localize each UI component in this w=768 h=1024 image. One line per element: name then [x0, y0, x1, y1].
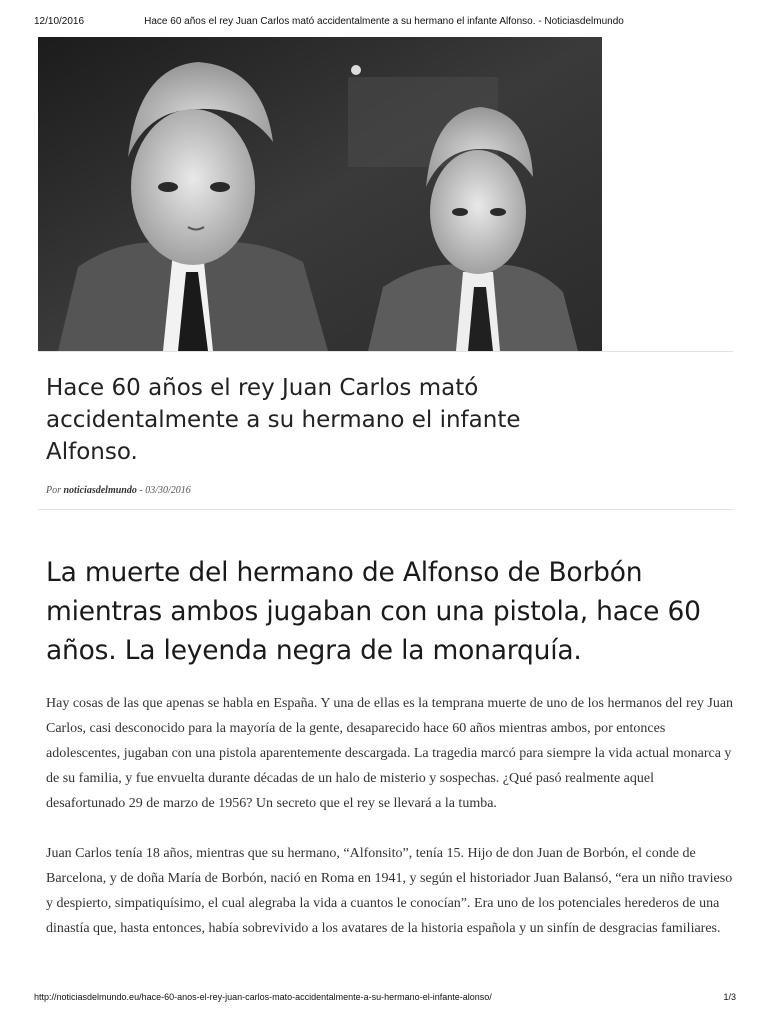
print-header	[0, 16, 768, 30]
print-date: 12/10/2016	[34, 16, 85, 27]
divider	[38, 509, 733, 510]
hero-photo	[38, 37, 602, 351]
byline-separator: -	[139, 485, 143, 496]
divider	[38, 351, 733, 352]
article-paragraph: Juan Carlos tenía 18 años, mientras que su hermano, “Alfonsito”, tenía 15. Hijo de don Juan de Borbón, el conde de Barcelona, y de doña María de Borbón, nació en Roma en 1941, y según el historiador Juan Balansó, “era un niño travieso y despierto, simpatiquísimo, el cual alegraba la vida a cuantos le conocían”. Era uno de los potenciales herederos de una dinastía que, hasta entonces, había sobrevivido a los avatares de la historia española y un sinfín de desgracias familiares.	[46, 846, 733, 936]
article-paragraph: Hay cosas de las que apenas se habla en España. Y una de ellas es la temprana muerte de uno de los hermanos del rey Juan Carlos, casi desconocido para la mayoría de la gente, desaparecido hace 60 años mientras ambos, por entonces adolescentes, jugaban con una pistola aparentemente descargada. La tragedia marcó para siempre la vida actual monarca y de su familia, y fue envuelta durante décadas de un halo de misterio y sospechas. ¿Qué pasó realmente aquel desafortunado 29 de marzo de 1956? Un secreto que el rey se llevará a la tumba.	[46, 696, 734, 811]
byline-author-link[interactable]: noticiasdelmundo	[63, 485, 137, 496]
page-number: 1/3	[723, 992, 736, 1002]
hero-photo-illustration	[38, 37, 602, 351]
byline	[46, 485, 191, 496]
byline-date: 03/30/2016	[145, 485, 191, 496]
print-title: Hace 60 años el rey Juan Carlos mató accidentalmente a su hermano el infante Alfonso. - Noticiasdelmundo	[144, 16, 624, 27]
article-subheadline: La muerte del hermano de Alfonso de Borbón mientras ambos jugaban con una pistola, hace 60 años. La leyenda negra de la monarquía.	[46, 557, 701, 666]
byline-prefix: Por	[46, 485, 61, 496]
article-headline: Hace 60 años el rey Juan Carlos mató accidentalmente a su hermano el infante Alfonso.	[46, 375, 521, 465]
print-url: http://noticiasdelmundo.eu/hace-60-anos-el-rey-juan-carlos-mato-accidentalmente-a-su-hermano-el-infante-alonso/	[34, 992, 492, 1002]
